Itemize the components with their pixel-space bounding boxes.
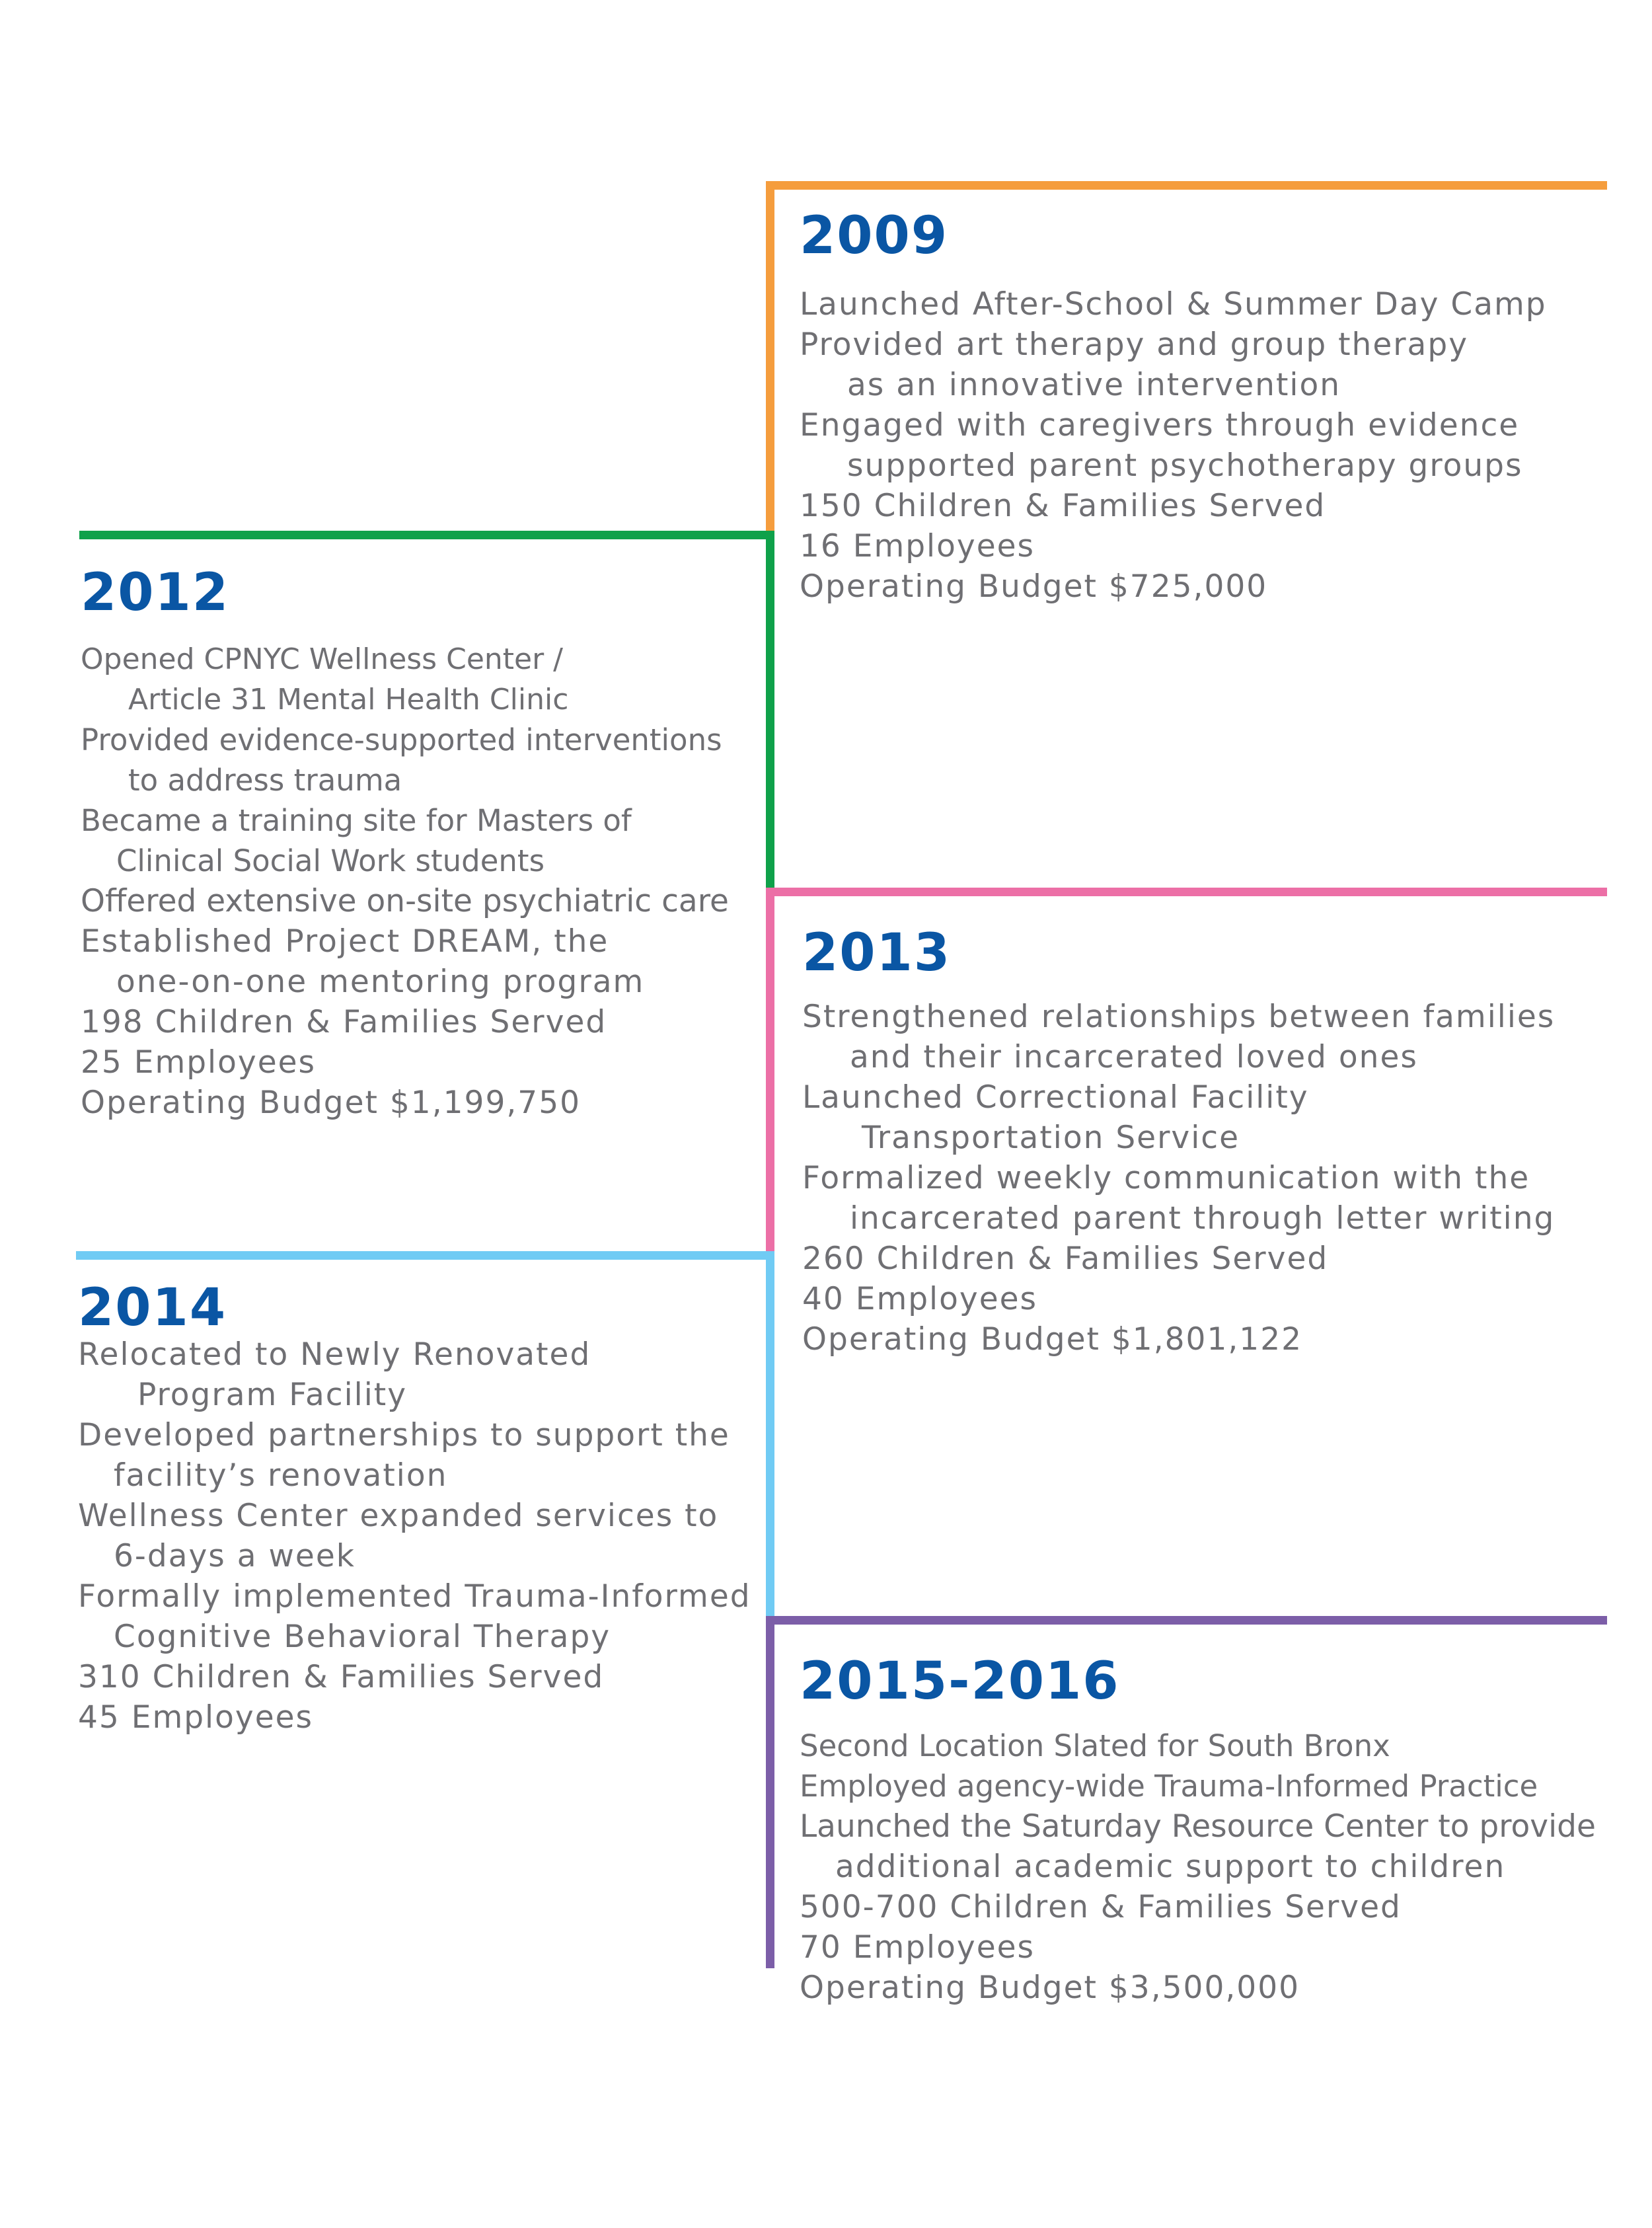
milestone-list-2009 [800,284,1547,607]
employee-count: 45 Employees [78,1699,314,1736]
milestone-line: Became a training site for Masters of [81,803,632,838]
operating-budget: Operating Budget $3,500,000 [800,1970,1300,2006]
milestone-line-continued: one-on-one mentoring program [116,964,645,1000]
timeline-line-2009-vertical [766,181,774,531]
year-heading-2014: 2014 [78,1278,227,1338]
employee-count: 70 Employees [800,1929,1035,1966]
operating-budget: Operating Budget $725,000 [800,568,1268,605]
timeline-line-2015-2016-vertical [766,1616,774,1968]
children-families-served: 310 Children & Families Served [78,1659,605,1695]
milestone-line-continued: facility’s renovation [114,1457,448,1494]
milestone-line: Established Project DREAM, the [81,923,609,960]
timeline-line-2015-2016-horizontal [766,1616,1607,1625]
milestone-line-continued: incarcerated parent through letter writing [850,1200,1556,1237]
milestone-line: Launched After-School & Summer Day Camp [800,286,1547,323]
timeline-line-2013-vertical [766,888,774,1258]
milestone-line: Strengthened relationships between families [802,999,1556,1035]
employee-count: 25 Employees [81,1044,317,1081]
milestone-line: Wellness Center expanded services to [78,1498,719,1534]
year-heading-2009: 2009 [800,206,949,266]
milestone-line-continued: Program Facility [137,1377,408,1413]
milestone-line: Second Location Slated for South Bronx [800,1728,1390,1763]
milestone-list-2015-2016 [800,1726,1596,2008]
milestone-line: Launched Correctional Facility [802,1079,1309,1116]
year-heading-2012: 2012 [81,563,230,623]
milestone-line-continued: Clinical Social Work students [116,843,545,878]
milestone-line-continued: Cognitive Behavioral Therapy [114,1619,611,1655]
employee-count: 40 Employees [802,1281,1038,1317]
year-heading-2013: 2013 [802,923,952,983]
milestone-line: Relocated to Newly Renovated [78,1336,591,1373]
timeline-line-2012-vertical [766,531,774,892]
operating-budget: Operating Budget $1,199,750 [81,1085,582,1121]
milestone-line-continued: as an innovative intervention [847,367,1341,403]
operating-budget: Operating Budget $1,801,122 [802,1321,1303,1358]
year-heading-2015-2016: 2015-2016 [800,1652,1120,1711]
milestone-list-2012 [81,639,729,1123]
milestone-line-continued: and their incarcerated loved ones [850,1039,1418,1075]
milestone-line-continued: 6-days a week [114,1538,356,1574]
milestone-line: Formalized weekly communication with the [802,1160,1530,1196]
milestone-line: Employed agency-wide Trauma-Informed Practice [800,1769,1538,1804]
children-families-served: 500-700 Children & Families Served [800,1889,1402,1925]
employee-count: 16 Employees [800,528,1035,564]
children-families-served: 198 Children & Families Served [81,1004,607,1040]
milestone-line: Opened CPNYC Wellness Center / [81,642,563,676]
milestone-line-continued: to address trauma [128,763,402,798]
milestone-line: Developed partnerships to support the [78,1417,730,1453]
timeline-line-2014-horizontal [76,1251,774,1260]
milestone-line-continued: Article 31 Mental Health Clinic [128,683,569,716]
milestone-line: Offered extensive on-site psychiatric care [81,883,729,919]
timeline-line-2013-horizontal [766,888,1607,896]
milestone-line: Formally implemented Trauma-Informed [78,1578,751,1615]
children-families-served: 150 Children & Families Served [800,488,1326,524]
children-families-served: 260 Children & Families Served [802,1241,1329,1277]
milestone-list-2013 [802,997,1555,1360]
milestone-list-2014 [78,1334,751,1738]
milestone-line: Launched the Saturday Resource Center to provide [800,1808,1596,1845]
milestone-line-continued: supported parent psychotherapy groups [847,447,1523,484]
timeline-line-2012-horizontal [79,531,774,539]
timeline-line-2009-horizontal [766,181,1607,190]
milestone-line: Provided art therapy and group therapy [800,327,1469,363]
milestone-line: Provided evidence-supported interventions [81,722,722,757]
milestone-line-continued: additional academic support to children [835,1849,1506,1885]
milestone-line: Engaged with caregivers through evidence [800,407,1520,443]
milestone-line-continued: Transportation Service [862,1120,1240,1156]
timeline-line-2014-vertical [766,1251,774,1621]
